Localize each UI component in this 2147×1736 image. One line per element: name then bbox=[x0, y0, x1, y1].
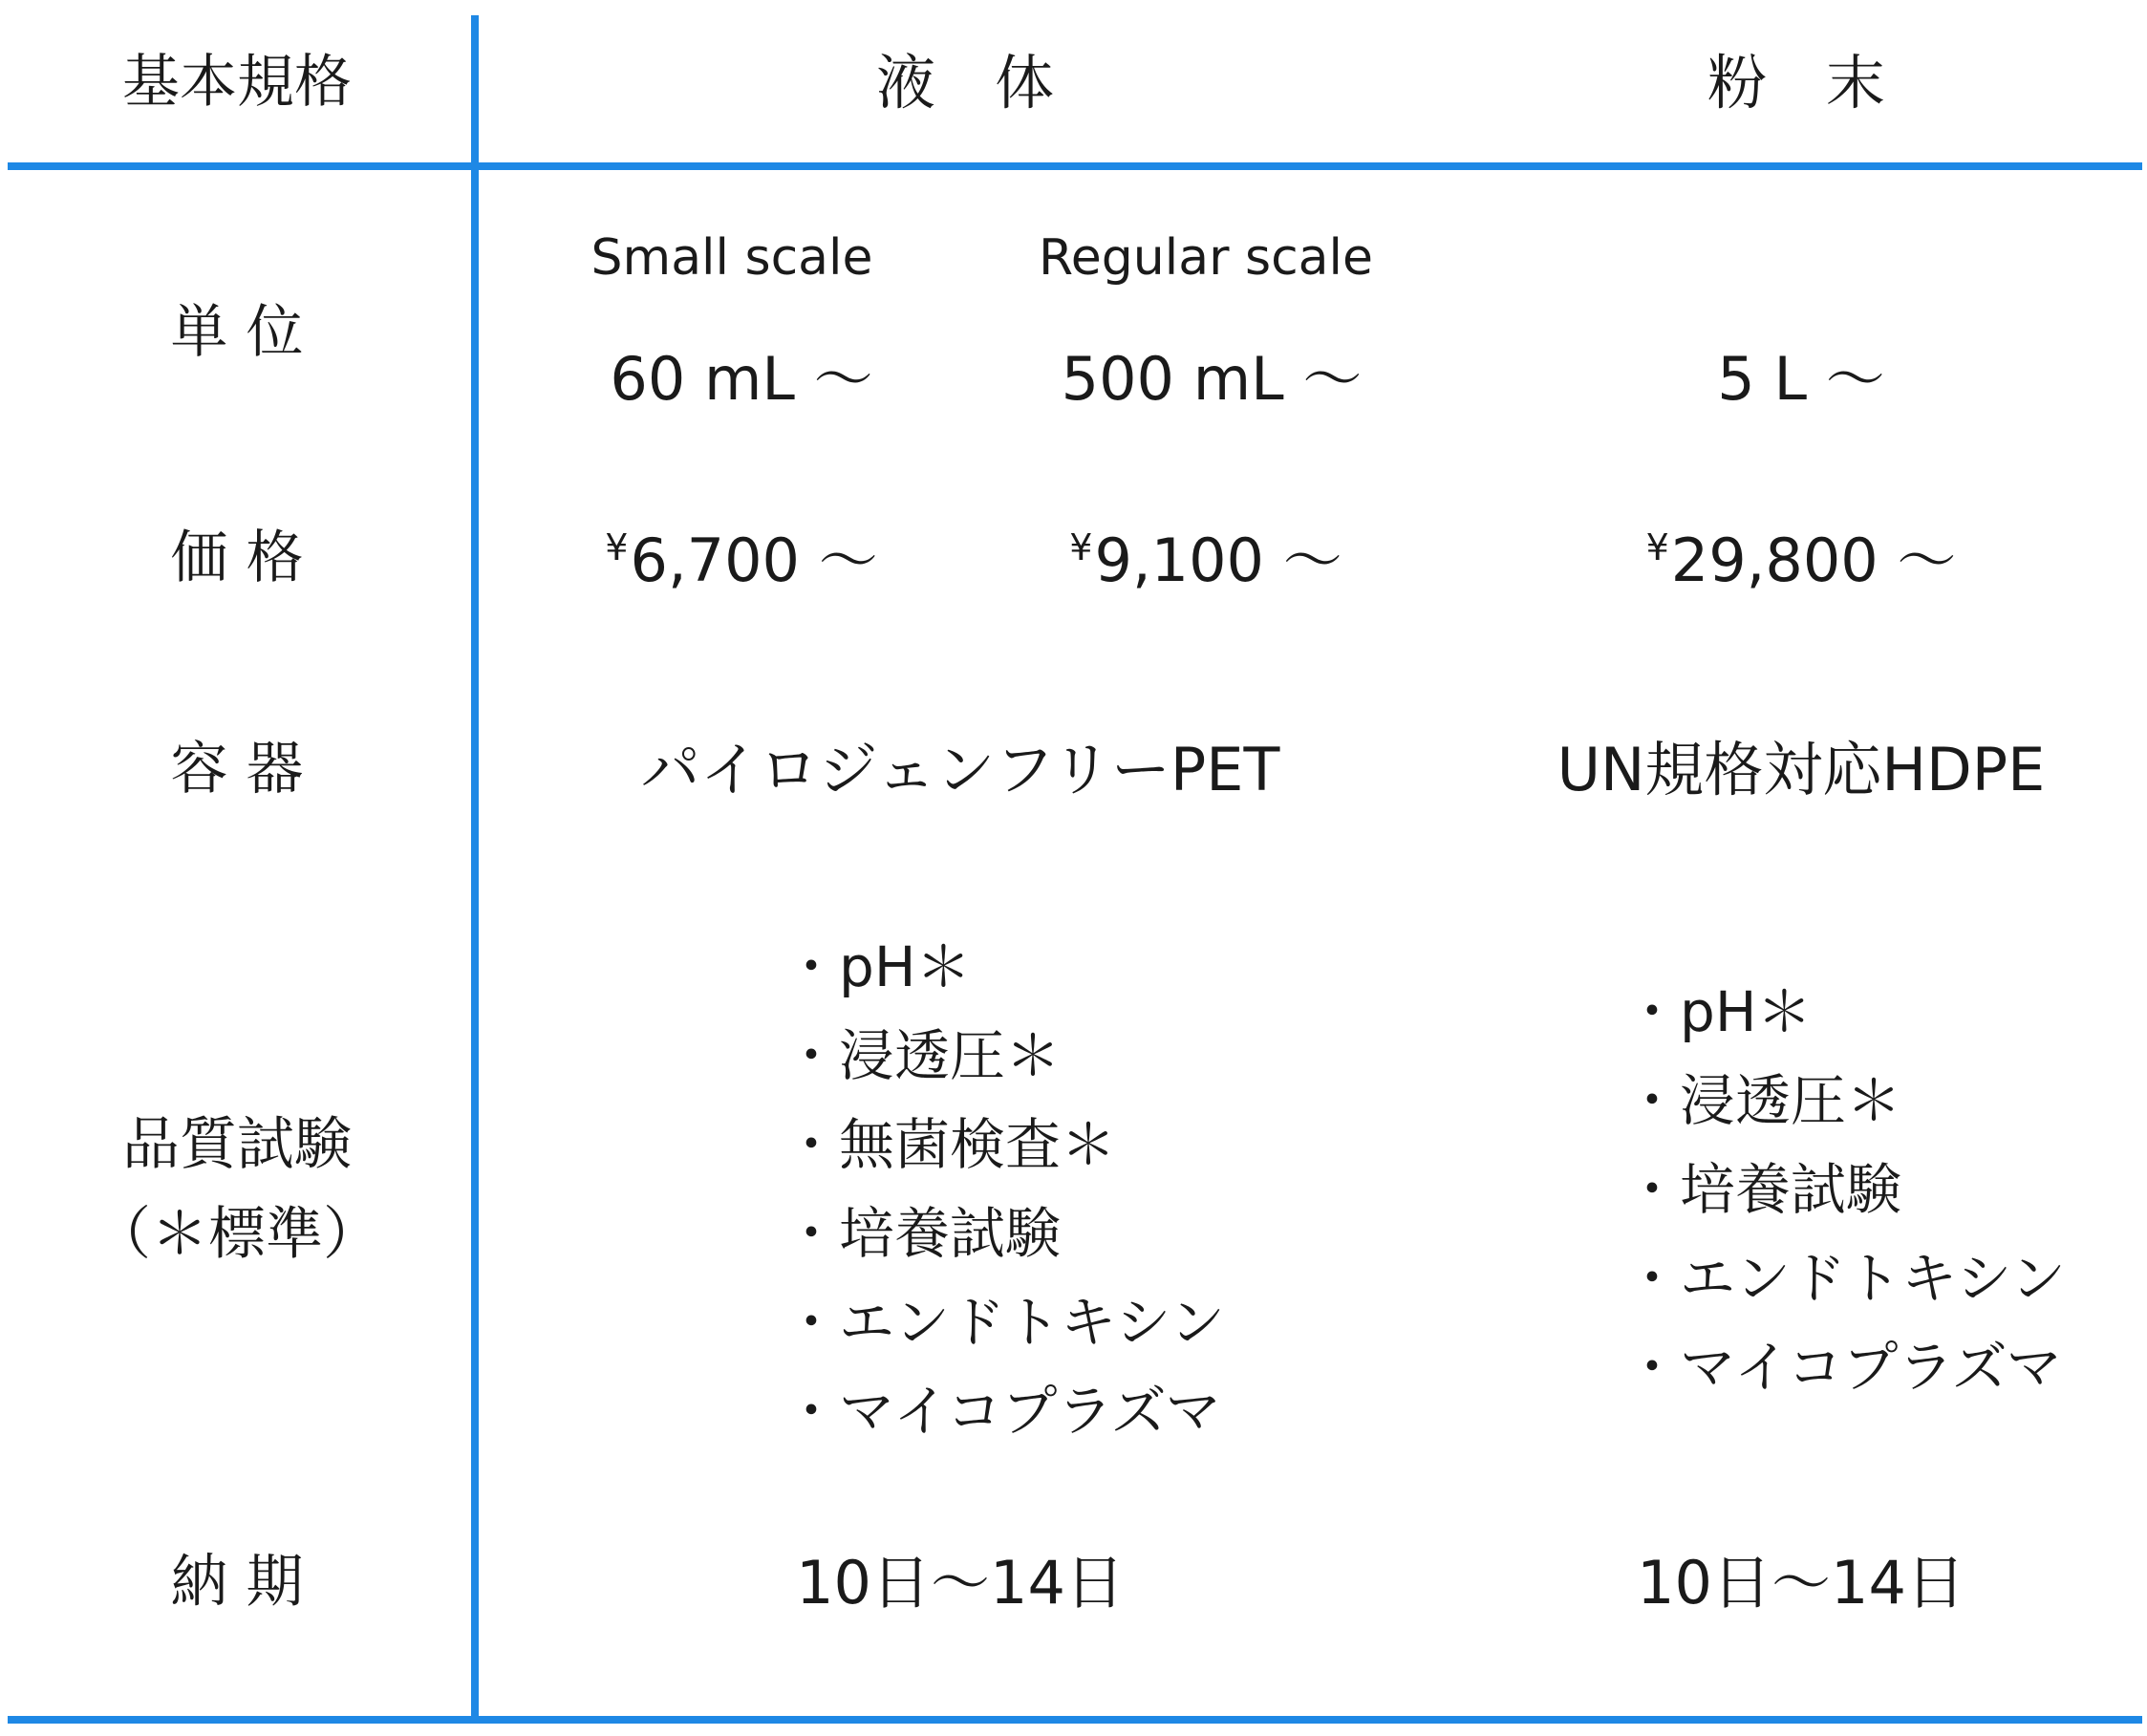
regular-scale-label: Regular scale bbox=[1039, 229, 1373, 287]
row-label-container: 容 器 bbox=[170, 736, 304, 803]
unit-small-value: 60 mL ～ bbox=[610, 344, 873, 414]
row-label-delivery: 納 期 bbox=[170, 1549, 304, 1616]
price-small bbox=[605, 525, 878, 595]
row-label-quality-note: （＊標準） bbox=[94, 1201, 380, 1268]
container-liquid: パイロジェンフリーPET bbox=[640, 735, 1280, 804]
price-regular bbox=[1069, 525, 1342, 595]
header-powder: 粉 末 bbox=[1707, 48, 1886, 118]
list-item: ・浸透圧＊ bbox=[1624, 1068, 1902, 1133]
row-label-price: 価 格 bbox=[170, 525, 304, 591]
list-item: ・エンドトキシン bbox=[1624, 1246, 2066, 1311]
row-label-quality: 品質試験 bbox=[122, 1111, 352, 1178]
yen-sign: ¥ bbox=[1069, 526, 1093, 568]
list-item: ・pH＊ bbox=[1624, 979, 1813, 1044]
price-small-value: 6,700 ～ bbox=[630, 525, 878, 595]
list-item: ・エンドトキシン bbox=[784, 1290, 1225, 1355]
unit-regular-value: 500 mL ～ bbox=[1061, 344, 1363, 414]
price-powder-value: 29,800 ～ bbox=[1670, 525, 1957, 595]
header-spec: 基本規格 bbox=[122, 49, 352, 116]
delivery-liquid: 10日～14日 bbox=[796, 1548, 1125, 1618]
price-powder bbox=[1645, 525, 1957, 595]
small-scale-label: Small scale bbox=[590, 229, 873, 287]
bottom-divider bbox=[8, 1716, 2142, 1724]
row-label-unit: 単 位 bbox=[170, 299, 304, 366]
unit-powder-value: 5 L ～ bbox=[1717, 344, 1885, 414]
header-divider bbox=[8, 162, 2142, 170]
quality-list-powder bbox=[1624, 968, 2066, 1412]
yen-sign: ¥ bbox=[1645, 526, 1669, 568]
list-item: ・浸透圧＊ bbox=[784, 1023, 1062, 1088]
column-divider bbox=[471, 15, 479, 1720]
list-item: ・培養試験 bbox=[784, 1201, 1062, 1266]
list-item: ・マイコプラズマ bbox=[1624, 1335, 2062, 1400]
price-regular-value: 9,100 ～ bbox=[1094, 525, 1342, 595]
list-item: ・培養試験 bbox=[1624, 1157, 1902, 1222]
list-item: ・pH＊ bbox=[784, 934, 972, 999]
container-powder: UN規格対応HDPE bbox=[1557, 735, 2046, 804]
delivery-powder: 10日～14日 bbox=[1637, 1548, 1965, 1618]
list-item: ・マイコプラズマ bbox=[784, 1379, 1221, 1444]
header-liquid: 液 体 bbox=[875, 48, 1055, 118]
yen-sign: ¥ bbox=[605, 526, 629, 568]
quality-list-liquid bbox=[784, 923, 1225, 1456]
list-item: ・無菌検査＊ bbox=[784, 1112, 1117, 1177]
